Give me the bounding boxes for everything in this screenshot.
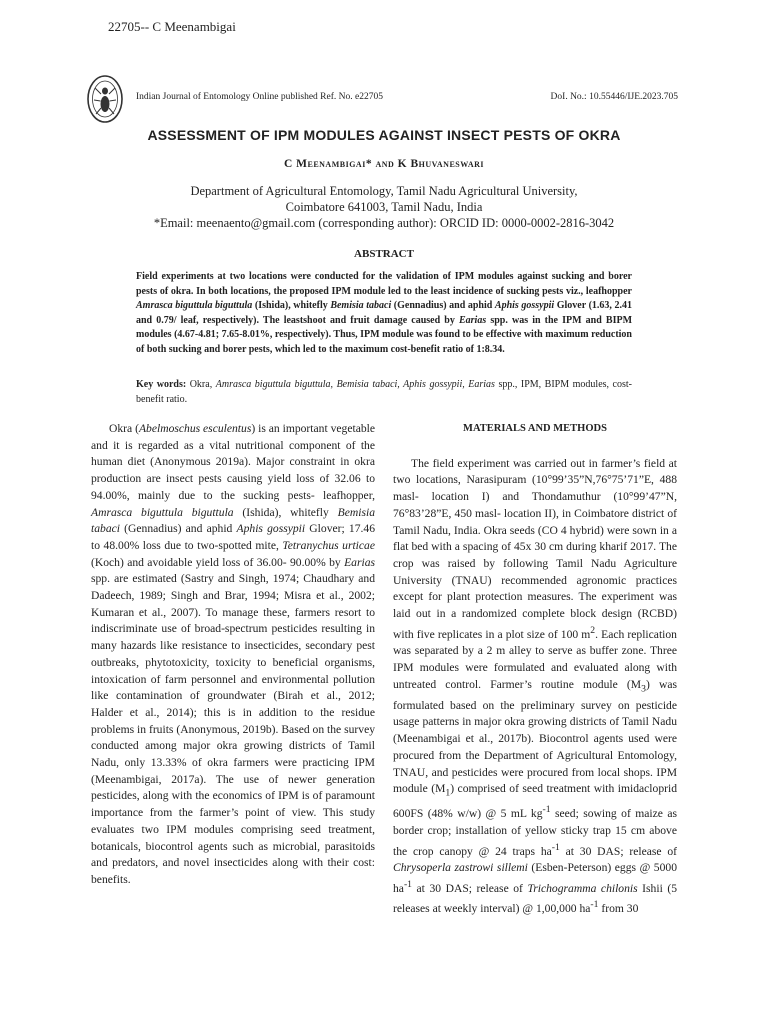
introduction-column xyxy=(91,421,375,889)
affiliation-line-2: Coimbatore 641003, Tamil Nadu, India xyxy=(285,200,483,214)
affiliation-line-1: Department of Agricultural Entomology, Tamil Nadu Agricultural University, xyxy=(190,184,578,198)
methods-column xyxy=(393,421,677,918)
introduction-paragraph: Okra (Abelmoschus esculentus) is an important vegetable and it is regarded as a vital nutritional component of the human diet (Anonymous 2019a). Major constraint in okra production are insect pests causing yield loss of 32.06 to 94.00%, mainly due to the sucking pests- leafhopper, Amrasca biguttula biguttula (Ishida), whitefly Bemisia tabaci (Gennadius) and aphid Aphis gossypii Glover; 17.46 to 48.00% loss due to two-spotted mite, Tetranychus urticae (Koch) and avoidable yield loss of 36.00- 90.00% by Earias spp. are estimated (Sastry and Singh, 1974; Chaudhary and Dadeech, 1989; Singh and Brar, 1994; Misra et al., 2002; Kumaran et al., 2007). To manage these, farmers resort to indiscriminate use of broad-spectrum pesticides resulting in many hazards like resistance to insecticides, secondary pest outbreaks, phytotoxicity, toxicity to beneficial organisms, intoxication of farm personnel and environmental pollution like contamination of groundwater (Birah et al., 2012; Halder et al., 2014); this is in addition to the residue problems in fruits (Anonymous, 2019b). Based on the survey conducted among major okra growing districts of Tamil Nadu, only 13.33% of okra farmers were practicing IPM (Meenambigai, 2017a). The use of newer generation pesticides, along with the economics of IPM is of paramount importance from the farmer’s point of view. This study evaluates two IPM modules comprising seed treatment, botanicals, biocontrol agents such as microbial, parasitoids and predators, and novel insecticides along with their cost: benefits. xyxy=(91,422,376,886)
corresponding-email: *Email: meenaento@gmail.com (corresponding author): ORCID ID: 0000-0002-2816-3042 xyxy=(153,216,615,230)
affiliation xyxy=(0,183,768,231)
doi-number: DoI. No.: 10.55446/IJE.2023.705 xyxy=(550,92,678,102)
abstract-heading: ABSTRACT xyxy=(354,248,414,260)
journal-reference: Indian Journal of Entomology Online published Ref. No. e22705 xyxy=(136,92,383,102)
paper-title: ASSESSMENT OF IPM MODULES AGAINST INSECT PESTS OF OKRA xyxy=(147,127,621,143)
keywords: Key words: Okra, Amrasca biguttula biguttula, Bemisia tabaci, Aphis gossypii, Earias spp., IPM, BIPM modules, cost-benefit ratio. xyxy=(136,379,633,405)
keywords-label: Key words: xyxy=(136,379,187,390)
journal-logo-icon xyxy=(86,74,124,124)
page-tag: 22705-- C Meenambigai xyxy=(108,19,236,34)
methods-paragraph: The field experiment was carried out in farmer’s field at two locations, Narasipuram (10°99’35”N,76°75’71”E, 488 masl- location I) and Thondamuthur (10°99’47”N, 76°83’28”E, 450 masl- location II), in Coimbatore district of Tamil Nadu, India. Okra seeds (CO 4 hybrid) were sown in a flat bed with a spacing of 45x 30 cm during kharif 2017. The crop was raised by following Tamil Nadu Agriculture University (TNAU) recommended agronomic practices except for plant protection measures. The experiment was laid out in a randomized complete block design (RCBD) with five replicates in a plot size of 100 $m^2$. Each replication was separated by a 2 m alley to serve as buffer zone. Three IPM modules were formulated and evaluated along with untreated control. Farmer’s routine module $(M_3)$ was formulated based on the preliminary survey on pesticide usage patterns in major okra growing districts of Tamil Nadu (Meenambigai et al., 2017b). Biocontrol agents used were procured from the Department of Agricultural Entomology, TNAU, and pesticides were procured from local shops. IPM module $(M_1)$ comprised of seed treatment with imidacloprid 600FS (48% w/w) @ 5 mL $kg^{-1}$ seed; sowing of maize as border crop; installation of yellow sticky trap 15 cm above the crop canopy @ 24 traps $ha^{-1}$ at 30 DAS; release of Chrysoperla zastrowi sillemi (Esben-Peterson) eggs @ 5000 $ha^{-1}$ at 30 DAS; release of Trichogramma chilonis Ishii (5 releases at weekly interval) @ 1,00,000 $ha^{-1}$ from 30 xyxy=(393,456,678,916)
abstract-text: Field experiments at two locations were conducted for the validation of IPM modules against sucking and borer pests of okra. In both locations, the proposed IPM module led to the least incidence of sucking pests viz., leafhopper Amrasca biguttula biguttula (Ishida), whitefly Bemisia tabaci (Gennadius) and aphid Aphis gossypii Glover (1.63, 2.41 and 0.79/ leaf, respectively). The leastshoot and fruit damage caused by Earias spp. was in the IPM and BIPM modules (4.67-4.81; 7.65-8.01%, respectively). Thus, IPM module was found to be effective with maximum reduction of both sucking and borer pests, which led to the maximum cost-benefit ratio of 1:8.34. xyxy=(136,271,633,355)
methods-heading: MATERIALS AND METHODS xyxy=(463,423,607,434)
author-list: C Meenambigai* and K Bhuvaneswari xyxy=(283,158,485,170)
